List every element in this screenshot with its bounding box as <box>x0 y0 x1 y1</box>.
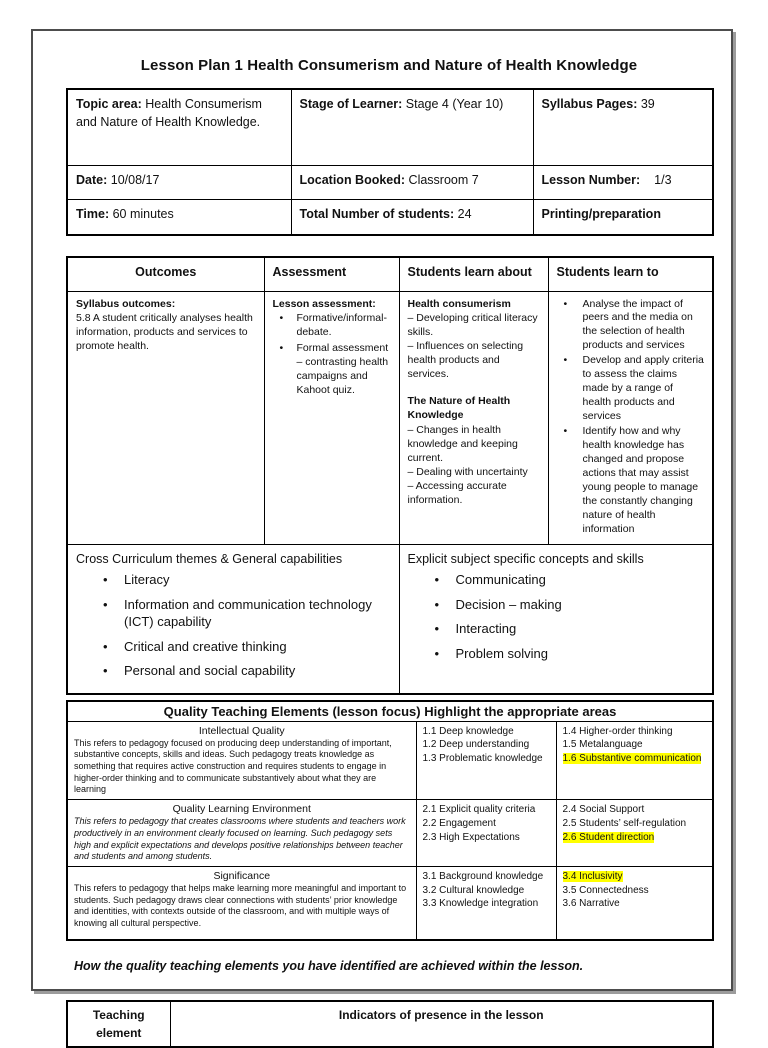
learn-about-line: – Influences on selecting health products and services. <box>407 340 524 381</box>
list-item: • Decision – making <box>408 596 705 614</box>
assessment-header: Assessment <box>264 257 399 291</box>
students-learn-to-header: Students learn to <box>548 257 713 291</box>
element-item: 3.5 Connectedness <box>562 884 649 896</box>
printing-preparation-label: Printing/preparation <box>541 206 661 221</box>
element-item: 2.1 Explicit quality criteria <box>422 804 536 816</box>
elements-col-cell <box>416 800 556 867</box>
list-item: • Communicating <box>408 571 705 589</box>
students-learn-to-cell <box>548 291 713 544</box>
location-label: Location Booked: <box>299 172 406 187</box>
students-learn-about-cell <box>399 291 548 544</box>
list-item: • Formal assessment – contrasting health campaigns and Kahoot quiz. <box>273 342 391 398</box>
list-item: • Critical and creative thinking <box>76 638 391 656</box>
indicators-table <box>66 1000 714 1048</box>
quality-teaching-table <box>66 700 714 942</box>
time-value: 60 minutes <box>109 206 174 221</box>
location-booked-cell <box>291 165 533 199</box>
row-title: Intellectual Quality <box>198 724 285 737</box>
outcomes-table <box>66 256 714 695</box>
element-item-highlighted <box>563 831 707 845</box>
list-item: • Identify how and why health knowledge has changed and propose actions that may assist young people to manage the constantly changing nature of health information <box>557 425 705 537</box>
syllabus-pages-value: 39 <box>637 97 655 111</box>
explicit-concepts-cell <box>399 544 713 693</box>
highlighted-element: 3.4 Inclusivity <box>562 870 623 882</box>
table-row <box>67 544 713 693</box>
table-row <box>67 165 713 199</box>
stage-label: Stage of Learner: <box>299 97 403 111</box>
syllabus-pages-cell <box>533 89 713 165</box>
table-row <box>67 199 713 235</box>
date-cell <box>67 165 291 199</box>
location-value: Classroom 7 <box>405 172 479 187</box>
element-item: 2.4 Social Support <box>562 804 645 816</box>
cross-curriculum-heading: Cross Curriculum themes & General capabilities <box>76 551 343 566</box>
learn-about-section2-heading: The Nature of Health Knowledge <box>407 395 511 422</box>
element-item: 3.2 Cultural knowledge <box>422 884 525 896</box>
list-item: • Analyse the impact of peers and the media on the selection of health products and services <box>557 298 705 354</box>
time-cell <box>67 199 291 235</box>
teaching-element-header: Teaching element <box>67 1001 170 1047</box>
element-item-highlighted <box>563 870 707 884</box>
row-title: Quality Learning Environment <box>172 803 311 816</box>
element-item: 1.4 Higher-order thinking <box>562 725 673 737</box>
elements-col-cell <box>416 866 556 940</box>
table-header-row <box>67 257 713 291</box>
lesson-assessment-heading: Lesson assessment: <box>272 297 376 310</box>
table-header-row <box>67 701 713 722</box>
lesson-number-value: 1/3 <box>654 172 672 187</box>
indicators-header: Indicators of presence in the lesson <box>170 1001 713 1047</box>
date-label: Date: <box>76 172 108 187</box>
table-row <box>67 291 713 544</box>
element-item-highlighted <box>563 752 707 766</box>
lesson-assessment-cell <box>264 291 399 544</box>
quality-learning-environment-cell <box>67 800 416 867</box>
page-content <box>66 57 712 1048</box>
list-item: • Problem solving <box>408 645 705 663</box>
list-item: • Personal and social capability <box>76 662 391 680</box>
element-item: 3.1 Background knowledge <box>422 870 544 882</box>
topic-area-cell <box>67 89 291 165</box>
document-page <box>31 29 733 1041</box>
element-item: 1.2 Deep understanding <box>422 739 530 751</box>
lesson-info-table <box>66 88 714 236</box>
learn-about-line: – Developing critical literacy skills. <box>407 312 538 339</box>
intellectual-quality-cell <box>67 721 416 799</box>
elements-col-cell <box>556 721 713 799</box>
element-item: 2.5 Students’ self-regulation <box>562 817 687 829</box>
outcomes-header: Outcomes <box>67 257 264 291</box>
element-item: 3.3 Knowledge integration <box>422 898 539 910</box>
page-title: Lesson Plan 1 Health Consumerism and Nature of Health Knowledge <box>140 57 638 74</box>
quality-elements-question: How the quality teaching elements you have identified are achieved within the lesson. <box>74 959 584 974</box>
list-item: • Information and communication technology (ICT) capability <box>76 596 391 631</box>
learn-about-line: – Accessing accurate information. <box>407 479 507 506</box>
table-header-row <box>67 1001 713 1047</box>
syllabus-pages-label: Syllabus Pages: <box>541 97 638 111</box>
row-description: This refers to pedagogy that helps make learning more meaningful and important to students. Such pedagogy draws clear connections with students’ prior knowledge and identities, with contexts outside of the classroom, and with multiple ways of knowing all cultural perspective. <box>74 882 407 928</box>
total-students-cell <box>291 199 533 235</box>
table-row <box>67 866 713 940</box>
syllabus-outcomes-body: 5.8 A student critically analyses health information, products and services to promote health. <box>76 312 253 353</box>
total-students-label: Total Number of students: <box>299 206 455 221</box>
cross-curriculum-cell <box>67 544 399 693</box>
element-item: 1.3 Problematic knowledge <box>422 753 543 765</box>
highlighted-element: 1.6 Substantive communication <box>562 753 702 765</box>
syllabus-outcomes-cell <box>67 291 264 544</box>
students-learn-about-header: Students learn about <box>399 257 548 291</box>
table-row <box>67 800 713 867</box>
lesson-number-cell <box>533 165 713 199</box>
element-item: 1.1 Deep knowledge <box>422 725 514 737</box>
date-value: 10/08/17 <box>107 172 160 187</box>
highlighted-element: 2.6 Student direction <box>562 831 655 843</box>
element-item: 2.3 High Expectations <box>422 831 520 843</box>
list-item: • Literacy <box>76 571 391 589</box>
row-description: This refers to pedagogy focused on producing deep understanding of important, substantive concepts, skills and ideas. Such pedagogy treats knowledge as something that requires active construction and requires students to engage in higher-order thinking and to communicate substantively about what they are learning <box>74 737 392 795</box>
elements-col-cell <box>416 721 556 799</box>
explicit-concepts-heading: Explicit subject specific concepts and skills <box>407 551 644 566</box>
topic-area-value: Health Consumerism and Nature of Health Knowledge. <box>76 97 262 130</box>
printing-preparation-cell <box>533 199 713 235</box>
row-title: Significance <box>213 869 271 882</box>
lesson-number-label: Lesson Number: <box>541 172 641 187</box>
elements-col-cell <box>556 866 713 940</box>
stage-of-learner-cell <box>291 89 533 165</box>
learn-about-line: – Changes in health knowledge and keeping current. <box>407 424 518 465</box>
time-label: Time: <box>76 206 110 221</box>
significance-cell <box>67 866 416 940</box>
elements-col-cell <box>556 800 713 867</box>
stage-value: Stage 4 (Year 10) <box>402 97 504 111</box>
total-students-value: 24 <box>454 206 472 221</box>
list-item: • Develop and apply criteria to assess the claims made by a range of health products and services <box>557 354 705 424</box>
row-description: This refers to pedagogy that creates classrooms where students and teachers work productively in an environment clearly focused on learning. Such pedagogy sets high and explicit expectations and develops positive relationships between teacher and students and among students. <box>74 816 406 862</box>
learn-about-section1-heading: Health consumerism <box>407 297 511 310</box>
quality-teaching-header: Quality Teaching Elements (lesson focus) Highlight the appropriate areas <box>67 701 713 722</box>
list-item: • Interacting <box>408 620 705 638</box>
syllabus-outcomes-heading: Syllabus outcomes: <box>76 297 176 310</box>
element-item: 3.6 Narrative <box>562 898 620 910</box>
table-row <box>67 721 713 799</box>
table-row <box>67 89 713 165</box>
element-item: 2.2 Engagement <box>422 817 496 829</box>
topic-area-label: Topic area: <box>76 97 142 111</box>
element-item: 1.5 Metalanguage <box>562 739 643 751</box>
learn-about-line: – Dealing with uncertainty <box>407 465 528 478</box>
list-item: • Formative/informal-debate. <box>273 312 391 340</box>
